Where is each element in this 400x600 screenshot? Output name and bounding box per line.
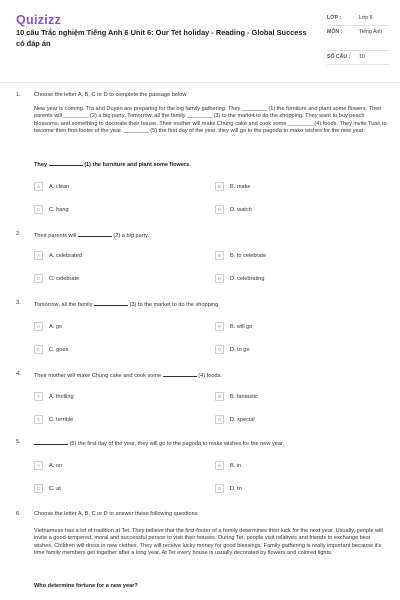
option-letter-box: A xyxy=(34,461,43,470)
option-text: D. to go xyxy=(230,346,250,353)
option-b[interactable] xyxy=(215,182,251,191)
meta-subject xyxy=(327,26,389,51)
question-prompt xyxy=(34,160,388,168)
option-text: B. in xyxy=(230,462,242,469)
option-letter-box: A xyxy=(34,251,43,260)
option-letter-box: B xyxy=(215,182,224,191)
option-b[interactable] xyxy=(215,461,241,470)
option-b[interactable] xyxy=(215,251,266,260)
option-d[interactable] xyxy=(215,345,250,354)
option-letter-box: C xyxy=(34,415,43,424)
question-stem xyxy=(34,231,388,241)
quizizz-logo: Quizizz xyxy=(16,13,62,27)
option-text: C. goes xyxy=(49,346,69,353)
question-stem xyxy=(34,300,388,310)
option-letter-box: C xyxy=(34,345,43,354)
meta-grade xyxy=(327,12,389,26)
option-letter-box: B xyxy=(215,251,224,260)
option-a[interactable] xyxy=(34,392,74,401)
prompt-text-after: (1) the furniture and plant some flowers. xyxy=(84,162,191,168)
option-d[interactable] xyxy=(215,205,252,214)
meta-count-value: 10 xyxy=(359,54,365,60)
option-text: A. thrilling xyxy=(49,393,74,400)
option-text: D. watch xyxy=(230,206,252,213)
question-number: 2. xyxy=(16,231,21,237)
option-a[interactable] xyxy=(34,322,62,331)
question-number: 4. xyxy=(16,371,21,377)
option-letter-box: B xyxy=(215,461,224,470)
answer-blank xyxy=(49,160,83,166)
option-letter-box: C xyxy=(34,205,43,214)
option-letter-box: C xyxy=(34,274,43,283)
stem-after: (2) a big party. xyxy=(113,233,150,239)
option-a[interactable] xyxy=(34,251,82,260)
meta-subject-value: Tiếng Anh xyxy=(359,29,383,35)
option-letter-box: D xyxy=(215,415,224,424)
option-b[interactable] xyxy=(215,322,252,331)
option-a[interactable] xyxy=(34,182,69,191)
option-letter-box: A xyxy=(34,392,43,401)
stem-after: (4) foods. xyxy=(198,373,222,379)
option-c[interactable] xyxy=(34,484,61,493)
option-text: C. celebrate xyxy=(49,275,80,282)
worksheet-title: 10 câu Trắc nghiệm Tiếng Anh 6 Unit 6: Our Tet holiday - Reading - Global Success có đáp án xyxy=(16,28,307,48)
option-a[interactable] xyxy=(34,461,62,470)
answer-blank xyxy=(78,231,112,237)
option-c[interactable] xyxy=(34,274,79,283)
option-d[interactable] xyxy=(215,274,265,283)
option-text: B. will go xyxy=(230,323,253,330)
reading-passage-2: Vietnamese has a lot of tradition at Tet. They believe that the first-footer of a family determines their luck for the next year. Usually, people will invite a good-tempered, moral and successful person to visit their houses. During Tet, people visit relatives and friends to exchange best wishes. Children will dress in new clothes. They will receive lucky money for good blessings. Family gathering is really important because it's time family members get together after a long year. At Tet every house is usually decorated by flowers and colored lights. xyxy=(34,528,383,557)
meta-grade-key: LỚP : xyxy=(327,15,342,21)
option-c[interactable] xyxy=(34,415,73,424)
stem-after: (3) to the market to do the shopping. xyxy=(129,302,220,308)
option-text: C. terrible xyxy=(49,416,74,423)
question-prompt: Who determine fortune for a new year? xyxy=(34,583,138,589)
option-text: A. on xyxy=(49,462,63,469)
option-c[interactable] xyxy=(34,205,69,214)
option-letter-box: D xyxy=(215,274,224,283)
option-text: A. celebrated xyxy=(49,252,82,259)
header-divider xyxy=(0,82,400,83)
option-b[interactable] xyxy=(215,392,258,401)
answer-blank xyxy=(34,439,68,445)
meta-count-key: SỐ CÂU : xyxy=(327,54,351,60)
prompt-text-before: They xyxy=(34,162,48,168)
option-text: A. go xyxy=(49,323,63,330)
meta-count xyxy=(327,51,389,65)
option-text: B. to celebrate xyxy=(230,252,267,259)
stem-before: Their mother will make Chung cake and cook some xyxy=(34,373,162,379)
option-text: C. at xyxy=(49,485,61,492)
option-letter-box: D xyxy=(215,345,224,354)
option-text: D. special xyxy=(230,416,255,423)
meta-grade-value: Lớp 6 xyxy=(359,15,373,21)
option-d[interactable] xyxy=(215,415,255,424)
answer-blank xyxy=(163,371,197,377)
option-letter-box: C xyxy=(34,484,43,493)
reading-passage-1: New year is coming. Tra and Duyen are preparing for the big family gathering. They ________ (1) the furniture and plant some flowers. Their parents will ________ (2) a big party. Tomorrow, all the family ________ (3) to the market to do the shopping. They want to buy peach blossoms, and something to decorate their house. Their mother will make Chung cake and cook some ________ (4) foods. They invite Tuan to become their first-footer of the year. ________ (5) the first day of the year, they will go to the pagoda to make wishes for the new year. xyxy=(34,106,387,135)
question-stem: Choose the letter A, B, C or D to answer these following questions xyxy=(34,511,198,517)
meta-panel xyxy=(327,12,389,65)
question-stem xyxy=(34,371,388,381)
meta-subject-key: MÔN : xyxy=(327,29,343,35)
question-stem xyxy=(34,439,388,449)
option-text: B. make xyxy=(230,183,251,190)
option-text: C. hang xyxy=(49,206,69,213)
option-c[interactable] xyxy=(34,345,68,354)
question-stem: Choose the letter A, B, C or D to complete the passage below xyxy=(34,92,187,98)
option-text: D. to xyxy=(230,485,242,492)
option-letter-box: B xyxy=(215,392,224,401)
option-letter-box: D xyxy=(215,205,224,214)
option-letter-box: A xyxy=(34,182,43,191)
option-d[interactable] xyxy=(215,484,242,493)
answer-blank xyxy=(94,300,128,306)
question-number: 5. xyxy=(16,439,21,445)
option-letter-box: D xyxy=(215,484,224,493)
question-number: 1. xyxy=(16,92,21,98)
question-number: 6. xyxy=(16,511,21,517)
stem-before: Their parents will xyxy=(34,233,77,239)
option-text: D. celebrating xyxy=(230,275,265,282)
option-text: A. clean xyxy=(49,183,70,190)
stem-before: Tomorrow, all the family xyxy=(34,302,93,308)
option-text: B. fantastic xyxy=(230,393,258,400)
question-number: 3. xyxy=(16,300,21,306)
stem-after: (5) the first day of the year, they will go to the pagoda to make wishes for the new year. xyxy=(69,441,285,447)
option-letter-box: A xyxy=(34,322,43,331)
option-letter-box: B xyxy=(215,322,224,331)
